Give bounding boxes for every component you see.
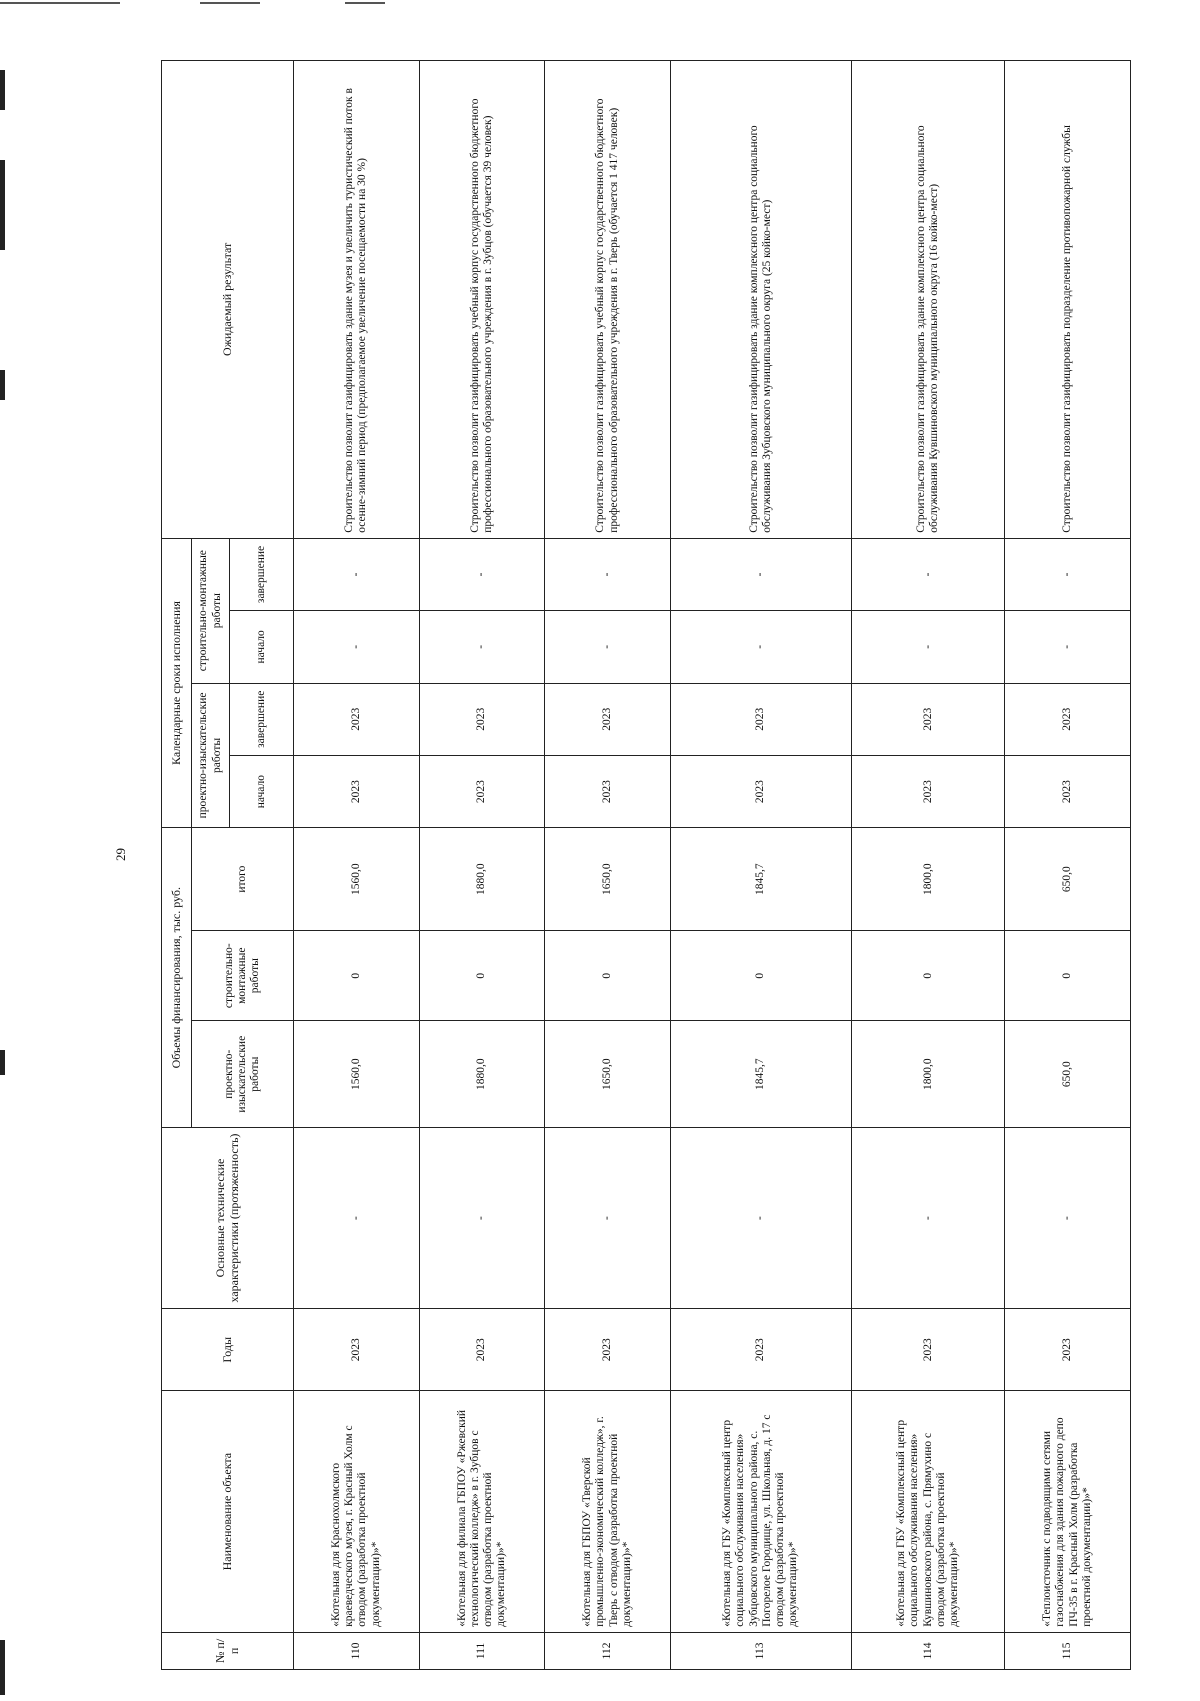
cell-year: 2023 [670, 1309, 851, 1391]
cell-construction-start: - [670, 611, 851, 683]
cell-num: 115 [1005, 1632, 1131, 1669]
cell-result: Строительство позволит газифицировать здание комплексного центра социального обслуживания Кувшиновского муниципального округа (16 койко-мест) [851, 61, 1004, 539]
cell-specs: - [670, 1128, 851, 1309]
header-construction-start: начало [230, 611, 294, 683]
cell-total-cost: 1880,0 [419, 828, 545, 931]
scan-top-line [345, 2, 385, 4]
cell-construction-cost: 0 [670, 930, 851, 1021]
cell-construction-cost: 0 [545, 930, 671, 1021]
cell-construction-end: - [670, 538, 851, 610]
table-row [294, 61, 420, 1670]
cell-name: «Теплоисточник с подводящими сетями газоснабжения для здания пожарного депо ПЧ-35 в г. Красный Холм (разработка проектной документации)»* [1005, 1391, 1131, 1632]
header-design-start: начало [230, 755, 294, 827]
cell-result: Строительство позволит газифицировать учебный корпус государственного бюджетного профессионального образовательного учреждения в г. Зубцов (обучается 39 человек) [419, 61, 545, 539]
cell-name: «Котельная для ГБПОУ «Тверской промышленно-экономический колледж», г. Тверь с отводом (разработка проектной документации)»* [545, 1391, 671, 1632]
cell-design-end: 2023 [670, 683, 851, 755]
header-specs: Основные технические характеристики (протяженность) [162, 1128, 294, 1309]
cell-design-end: 2023 [294, 683, 420, 755]
cell-construction-cost: 0 [1005, 930, 1131, 1021]
cell-result: Строительство позволит газифицировать подразделение противопожарной службы [1005, 61, 1131, 539]
cell-name: «Котельная для ГБУ «Комплексный центр социального обслуживания населения» Зубцовского муниципального района, с. Погорелое Городище, ул. Школьная, д. 17 с отводом (разработка проектной документации)»* [670, 1391, 851, 1632]
header-construction-end: завершение [230, 538, 294, 610]
cell-design-cost: 1845,7 [670, 1021, 851, 1128]
header-design-end: завершение [230, 683, 294, 755]
cell-num: 110 [294, 1632, 420, 1669]
cell-design-cost: 1650,0 [545, 1021, 671, 1128]
cell-construction-cost: 0 [851, 930, 1004, 1021]
cell-total-cost: 1800,0 [851, 828, 1004, 931]
cell-design-end: 2023 [545, 683, 671, 755]
cell-year: 2023 [419, 1309, 545, 1391]
scan-top-line [0, 2, 120, 4]
header-funding-total: итого [192, 828, 294, 931]
scan-edge-artifact [0, 0, 6, 1700]
header-funding-construction: строительно-монтажные работы [192, 930, 294, 1021]
cell-specs: - [294, 1128, 420, 1309]
table-row [545, 61, 671, 1670]
cell-name: «Котельная для филиала ГБПОУ «Ржевский технологический колледж» в г. Зубцов с отводом (разработка проектной документации)»* [419, 1391, 545, 1632]
cell-design-cost: 1800,0 [851, 1021, 1004, 1128]
cell-num: 114 [851, 1632, 1004, 1669]
cell-total-cost: 1650,0 [545, 828, 671, 931]
header-num: № п/п [162, 1632, 294, 1669]
cell-year: 2023 [294, 1309, 420, 1391]
page-number: 29 [113, 848, 128, 861]
rotated-table-container [161, 60, 1131, 1670]
cell-construction-start: - [419, 611, 545, 683]
header-name: Наименование объекта [162, 1391, 294, 1632]
cell-year: 2023 [851, 1309, 1004, 1391]
table-row [851, 61, 1004, 1670]
cell-total-cost: 1560,0 [294, 828, 420, 931]
cell-design-start: 2023 [1005, 755, 1131, 827]
objects-table [161, 60, 1131, 1670]
header-result: Ожидаемый результат [162, 61, 294, 539]
cell-design-end: 2023 [1005, 683, 1131, 755]
cell-specs: - [851, 1128, 1004, 1309]
cell-design-cost: 1560,0 [294, 1021, 420, 1128]
cell-construction-end: - [294, 538, 420, 610]
header-funding-design: проектно-изыскательские работы [192, 1021, 294, 1128]
cell-total-cost: 650,0 [1005, 828, 1131, 931]
cell-construction-end: - [1005, 538, 1131, 610]
header-years: Годы [162, 1309, 294, 1391]
cell-name: «Котельная для Краснохолмского краеведческого музея, г. Красный Холм с отводом (разработка проектной документации)»* [294, 1391, 420, 1632]
cell-construction-start: - [851, 611, 1004, 683]
cell-design-start: 2023 [851, 755, 1004, 827]
cell-num: 112 [545, 1632, 671, 1669]
cell-design-start: 2023 [419, 755, 545, 827]
header-schedule-design: проектно-изыскательские работы [192, 683, 230, 828]
cell-construction-cost: 0 [419, 930, 545, 1021]
table-row [1005, 61, 1131, 1670]
cell-year: 2023 [1005, 1309, 1131, 1391]
header-schedule-construction: строительно-монтажные работы [192, 538, 230, 683]
cell-specs: - [545, 1128, 671, 1309]
cell-design-start: 2023 [670, 755, 851, 827]
cell-construction-start: - [545, 611, 671, 683]
cell-construction-start: - [1005, 611, 1131, 683]
cell-design-end: 2023 [851, 683, 1004, 755]
cell-name: «Котельная для ГБУ «Комплексный центр социального обслуживания населения» Кувшиновского района, с. Прямухино с отводом (разработка проектной документации)»* [851, 1391, 1004, 1632]
header-schedule: Календарные сроки исполнения [162, 538, 192, 828]
cell-specs: - [1005, 1128, 1131, 1309]
table-row [670, 61, 851, 1670]
cell-design-end: 2023 [419, 683, 545, 755]
cell-specs: - [419, 1128, 545, 1309]
cell-design-start: 2023 [545, 755, 671, 827]
cell-construction-end: - [545, 538, 671, 610]
cell-design-cost: 1880,0 [419, 1021, 545, 1128]
cell-design-cost: 650,0 [1005, 1021, 1131, 1128]
cell-design-start: 2023 [294, 755, 420, 827]
table-row [419, 61, 545, 1670]
cell-total-cost: 1845,7 [670, 828, 851, 931]
cell-result: Строительство позволит газифицировать здание комплексного центра социального обслуживания Зубцовского муниципального округа (25 койко-мест) [670, 61, 851, 539]
cell-result: Строительство позволит газифицировать здание музея и увеличить туристический поток в осенне-зимний период (предполагаемое увеличение посещаемости на 30 %) [294, 61, 420, 539]
cell-year: 2023 [545, 1309, 671, 1391]
cell-construction-start: - [294, 611, 420, 683]
header-funding: Объемы финансирования, тыс. руб. [162, 828, 192, 1128]
cell-construction-end: - [851, 538, 1004, 610]
cell-result: Строительство позволит газифицировать учебный корпус государственного бюджетного профессионального образовательного учреждения в г. Тверь (обучается 1 417 человек) [545, 61, 671, 539]
scan-top-line [200, 2, 260, 4]
cell-construction-end: - [419, 538, 545, 610]
cell-num: 113 [670, 1632, 851, 1669]
cell-construction-cost: 0 [294, 930, 420, 1021]
cell-num: 111 [419, 1632, 545, 1669]
